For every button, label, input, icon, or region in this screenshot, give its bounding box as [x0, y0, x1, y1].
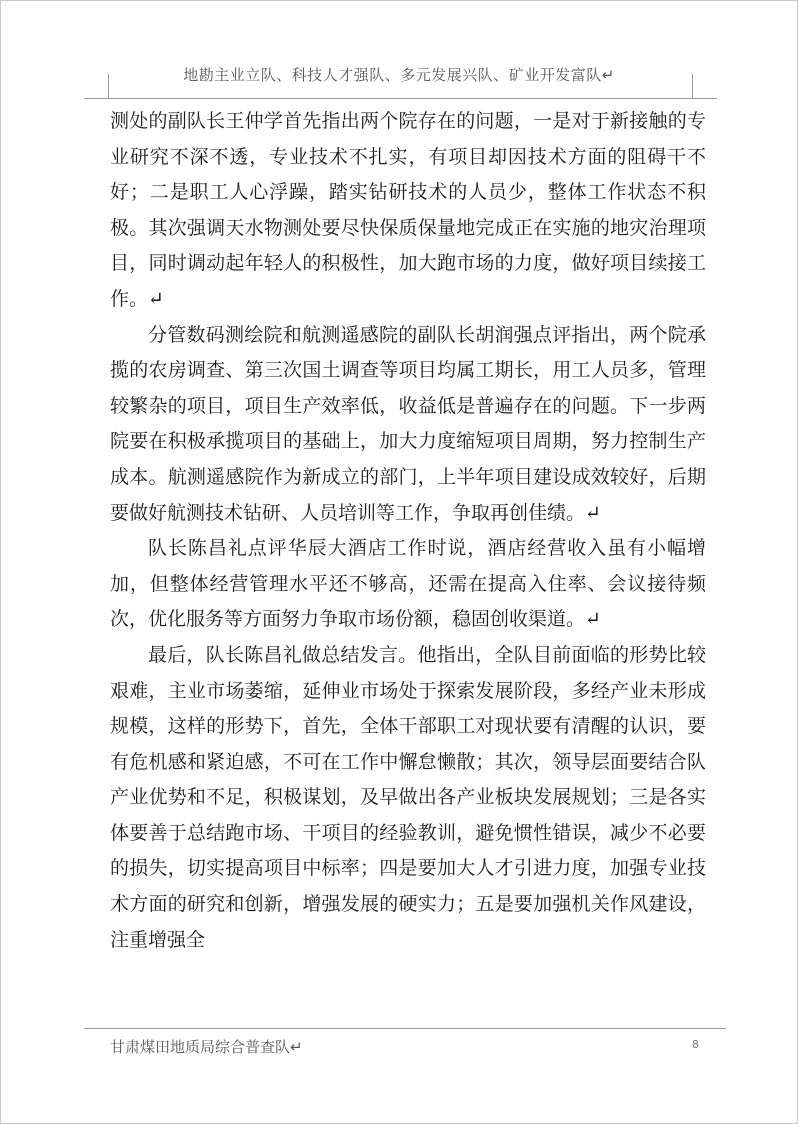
page-number: 8 — [692, 1038, 699, 1051]
paragraph: 最后，队长陈昌礼做总结发言。他指出，全队目前面临的形势比较艰难，主业市场萎缩，延伸业市场处于探索发展阶段，多经产业未形成规模，这样的形势下，首先，全体干部职工对现状要有清醒的认识，要有危机感和紧迫感，不可在工作中懈怠懒散；其次，领导层面要结合队产业优势和不足，积极谋划，及早做出各产业板块发展规划；三是各实体要善于总结跑市场、干项目的经验教训，避免惯性错误，减少不必要的损失，切实提高项目中标率；四是要加大人才引进力度，加强专业技术方面的研究和创新，增强发展的硬实力；五是要加强机关作风建设，注重增强全 — [110, 643, 706, 951]
footer-divider — [84, 1028, 726, 1029]
paragraph: 队长陈昌礼点评华辰大酒店工作时说，酒店经营收入虽有小幅增加，但整体经营管理水平还不够高，还需在提高入住率、会议接待频次，优化服务等方面努力争取市场份额，稳固创收渠道。↵ — [110, 537, 706, 631]
page-footer: 甘肃煤田地质局综合普查队↵ — [110, 1038, 303, 1056]
paragraph: 分管数码测绘院和航测遥感院的副队长胡润强点评指出，两个院承揽的农房调查、第三次国土调查等项目均属工期长，用工人员多，管理较繁杂的项目，项目生产效率低，收益低是普遍存在的问题。下一步两院要在积极承揽项目的基础上，加大力度缩短项目周期，努力控制生产成本。航测遥感院作为新成立的部门，上半年项目建设成效较好，后期要做好航测技术钻研、人员培训等工作，争取再创佳绩。↵ — [110, 323, 706, 524]
document-body[interactable] — [110, 104, 706, 958]
paragraph: 测处的副队长王仲学首先指出两个院存在的问题，一是对于新接触的专业研究不深不透，专业技术不扎实，有项目却因技术方面的阻碍干不好；二是职工人心浮躁，踏实钻研技术的人员少，整体工作状态不积极。其次强调天水物测处要尽快保质保量地完成正在实施的地灾治理项目，同时调动起年轻人的积极性，加大跑市场的力度，做好项目续接工作。↵ — [110, 110, 706, 310]
page-header: 地勘主业立队、科技人才强队、多元发展兴队、矿业开发富队↵ — [183, 66, 615, 84]
header-divider — [108, 98, 692, 99]
